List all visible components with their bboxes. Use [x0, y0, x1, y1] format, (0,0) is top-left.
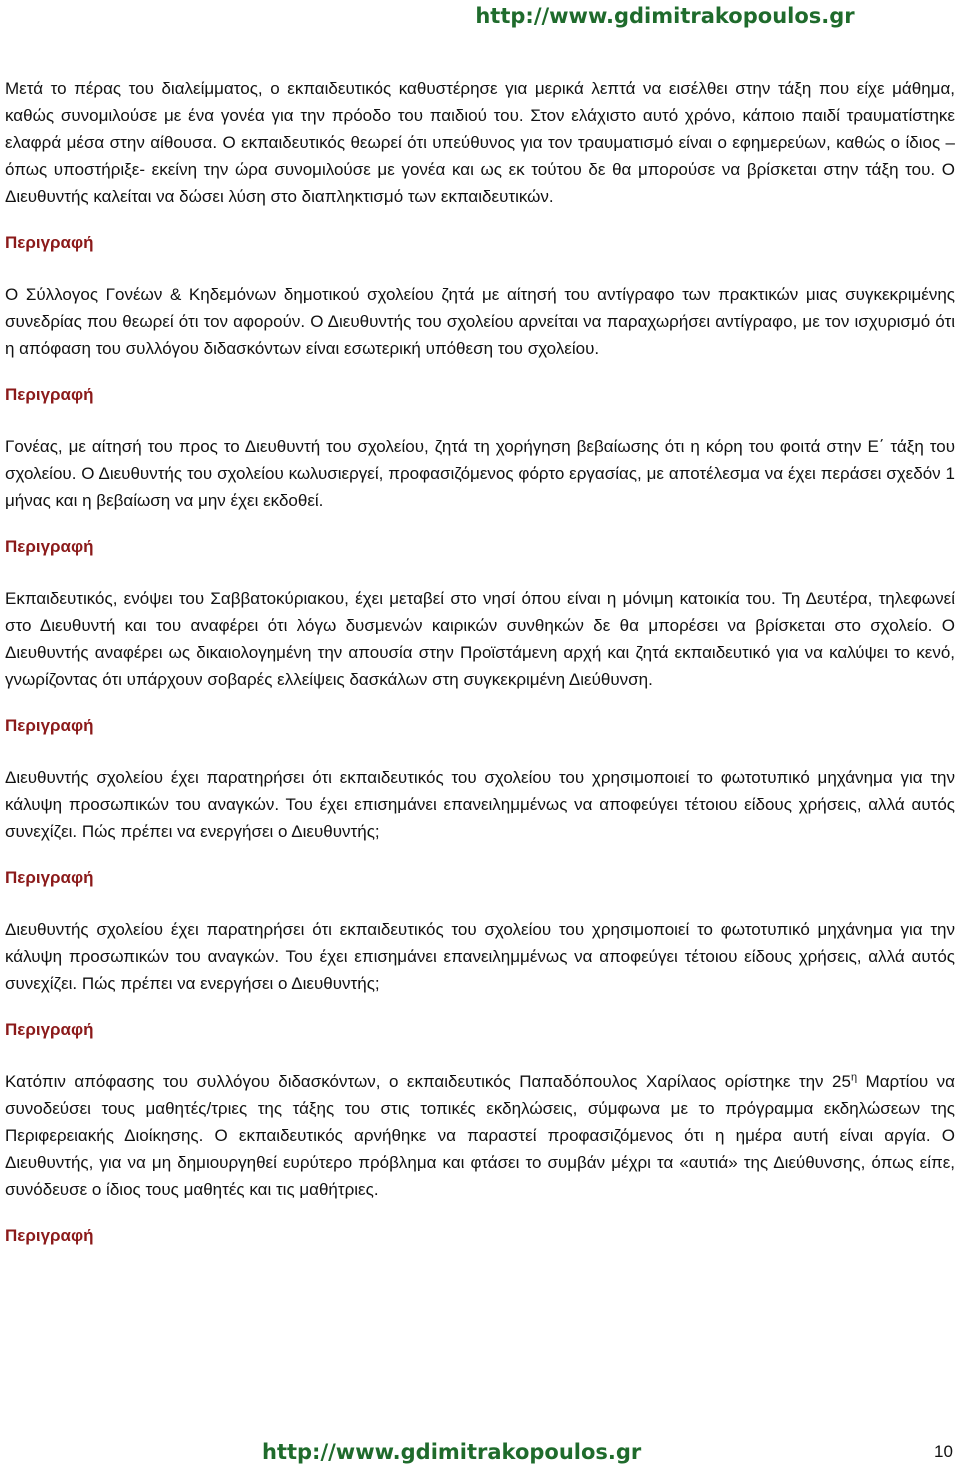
- paragraph: Διευθυντής σχολείου έχει παρατηρήσει ότι εκπαιδευτικός του σχολείου του χρησιμοποιεί το φωτοτυπικό μηχάνημα για την κάλυψη προσωπικών του αναγκών. Του έχει επισημάνει επανειλημμένως να αποφεύγει τέτοιου είδους χρήσεις, αλλά αυτός συνεχίζει. Πώς πρέπει να ενεργήσει ο Διευθυντής;: [5, 768, 955, 841]
- paragraph: Διευθυντής σχολείου έχει παρατηρήσει ότι εκπαιδευτικός του σχολείου του χρησιμοποιεί το φωτοτυπικό μηχάνημα για την κάλυψη προσωπικών του αναγκών. Του έχει επισημάνει επανειλημμένως να αποφεύγει τέτοιου είδους χρήσεις, αλλά αυτός συνεχίζει. Πώς πρέπει να ενεργήσει ο Διευθυντής;: [5, 920, 955, 993]
- ordinal-superscript: η: [850, 1071, 858, 1084]
- paragraph: Μετά το πέρας του διαλείμματος, ο εκπαιδευτικός καθυστέρησε για μερικά λεπτά να εισέλθει στην τάξη που είχε μάθημα, καθώς συνομιλούσε με ένα γονέα για την πρόοδο του παιδιού του. Στον ελάχιστο αυτό χρόνο, κάποιο παιδί τραυματίστηκε ελαφρά μέσα στην αίθουσα. Ο εκπαιδευτικός θεωρεί ότι υπεύθυνος για τον τραυματισμό είναι ο εφημερεύων, καθώς ο ίδιος –όπως υποστήριξε- εκείνη την ώρα συνομιλούσε με γονέα και ως εκ τούτου δε θα μπορούσε να βρίσκεται στην τάξη του. Ο Διευθυντής καλείται να δώσει λύση στο διαπληκτισμό των εκπαιδευτικών.: [5, 79, 955, 206]
- paragraph-text: Μαρτίου να συνοδεύσει τους μαθητές/τριες της τάξης του στις τοπικές εκδηλώσεις, σύμφωνα με το πρόγραμμα εκδηλώσεων της Περιφερειακής Διοίκησης. Ο εκπαιδευτικός αρνήθηκε να παραστεί προφασιζόμενος ότι η ημέρα αυτή είναι αργία. Ο Διευθυντής, για να μη δημιουργηθεί ευρύτερο πρόβλημα και φτάσει το συμβάν μέχρι τα «αυτιά» της Διεύθυνσης, όπως είπε, συνόδευσε ο ίδιος τους μαθητές και τις μαθήτριες.: [5, 1072, 955, 1199]
- paragraph: Εκπαιδευτικός, ενόψει του Σαββατοκύριακου, έχει μεταβεί στο νησί όπου είναι η μόνιμη κατοικία του. Τη Δευτέρα, τηλεφωνεί στο Διευθυντή και του αναφέρει ότι λόγω δυσμενών καιρικών συνθηκών δε θα μπορέσει να βρίσκεται στο σχολείο. Ο Διευθυντής αναφέρει ως δικαιολογημένη την απουσία στην Προϊστάμενη αρχή και ζητά εκπαιδευτικό για να καλύψει το κενό, γνωρίζοντας ότι υπάρχουν σοβαρές ελλείψεις δασκάλων στη συγκεκριμένη Διεύθυνση.: [5, 589, 955, 689]
- header-url[interactable]: http://www.gdimitrakopoulos.gr: [475, 4, 855, 28]
- section-heading: Περιγραφή: [5, 716, 94, 735]
- paragraph: Γονέας, με αίτησή του προς το Διευθυντή του σχολείου, ζητά τη χορήγηση βεβαίωσης ότι η κόρη του φοιτά στην Ε΄ τάξη του σχολείου. Ο Διευθυντής του σχολείου κωλυσιεργεί, προφασιζόμενος φόρτο εργασίας, με αποτέλεσμα να έχει περάσει σχεδόν 1 μήνας και η βεβαίωση να μην έχει εκδοθεί.: [5, 437, 955, 510]
- section-heading: Περιγραφή: [5, 1226, 94, 1245]
- paragraph: [5, 1068, 955, 1203]
- section-heading: Περιγραφή: [5, 233, 94, 252]
- paragraph: Ο Σύλλογος Γονέων & Κηδεμόνων δημοτικού σχολείου ζητά με αίτησή του αντίγραφο των πρακτικών μιας συγκεκριμένης συνεδρίας που θεωρεί ότι τον αφορούν. Ο Διευθυντής του σχολείου αρνείται να παραχωρήσει αντίγραφο, με τον ισχυρισμό ότι η απόφαση του συλλόγου διδασκόντων είναι εσωτερική υπόθεση του σχολείου.: [5, 285, 955, 358]
- document-body: [5, 75, 955, 1249]
- section-heading: Περιγραφή: [5, 385, 94, 404]
- footer-url[interactable]: http://www.gdimitrakopoulos.gr: [262, 1440, 642, 1464]
- section-heading: Περιγραφή: [5, 868, 94, 887]
- page-number: 10: [934, 1442, 953, 1461]
- section-heading: Περιγραφή: [5, 537, 94, 556]
- paragraph-text: Κατόπιν απόφασης του συλλόγου διδασκόντων, ο εκπαιδευτικός Παπαδόπουλος Χαρίλαος ορίστηκε την 25: [5, 1072, 851, 1091]
- section-heading: Περιγραφή: [5, 1020, 94, 1039]
